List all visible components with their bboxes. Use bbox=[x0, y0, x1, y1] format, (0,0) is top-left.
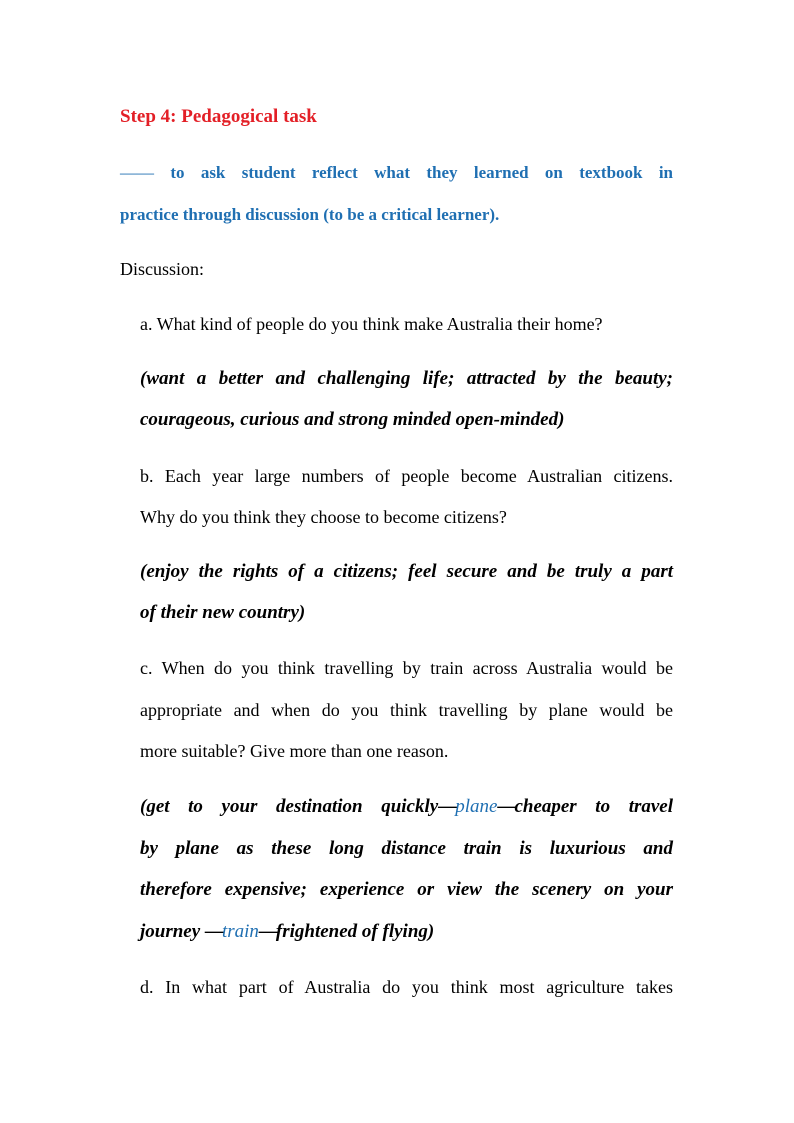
intro-dash: —— bbox=[120, 163, 154, 182]
page-heading: Step 4: Pedagogical task bbox=[120, 106, 317, 127]
answer-c-line-2: by plane as these long distance train is luxurious and bbox=[140, 838, 673, 859]
question-b-line-2: Why do you think they choose to become citizens? bbox=[140, 507, 507, 527]
question-b-line-1: b. Each year large numbers of people become Australian citizens. bbox=[140, 466, 673, 486]
question-c-line-2: appropriate and when do you think travelling by plane would be bbox=[140, 700, 673, 720]
answer-b-line-1: (enjoy the rights of a citizens; feel secure and be truly a part bbox=[140, 561, 673, 582]
answer-c-post: cheaper to travel bbox=[514, 796, 674, 817]
intro-line-1 bbox=[120, 162, 673, 184]
answer-c-pre: (get to your destination quickly bbox=[140, 796, 439, 817]
discussion-label: Discussion: bbox=[120, 259, 205, 279]
answer-a-line-2: courageous, curious and strong minded open-minded) bbox=[140, 409, 565, 430]
answer-c-line-1 bbox=[140, 796, 673, 818]
answer-c-journey: journey bbox=[140, 921, 205, 942]
highlight-train: train bbox=[221, 921, 259, 942]
answer-a-line-1: (want a better and challenging life; attracted by the beauty; bbox=[140, 368, 673, 389]
question-c-line-3: more suitable? Give more than one reason. bbox=[140, 741, 449, 761]
dash-3: — bbox=[204, 921, 222, 942]
answer-b-line-2: of their new country) bbox=[140, 602, 306, 623]
question-d-line-1: d. In what part of Australia do you think most agriculture takes bbox=[140, 977, 673, 997]
question-a: a. What kind of people do you think make Australia their home? bbox=[140, 314, 603, 334]
dash-2: — bbox=[497, 796, 515, 817]
answer-c-line-3: therefore expensive; experience or view the scenery on your bbox=[140, 879, 673, 900]
intro-text: to ask student reflect what they learned on textbook in bbox=[170, 163, 673, 182]
answer-c-end: frightened of flying) bbox=[275, 921, 435, 942]
answer-c-line-4 bbox=[140, 921, 434, 943]
dash-1: — bbox=[438, 796, 456, 817]
intro-line-2: practice through discussion (to be a critical learner). bbox=[120, 205, 500, 224]
question-c-line-1: c. When do you think travelling by train across Australia would be bbox=[140, 658, 673, 678]
highlight-plane: plane bbox=[455, 796, 498, 817]
dash-4: — bbox=[258, 921, 276, 942]
